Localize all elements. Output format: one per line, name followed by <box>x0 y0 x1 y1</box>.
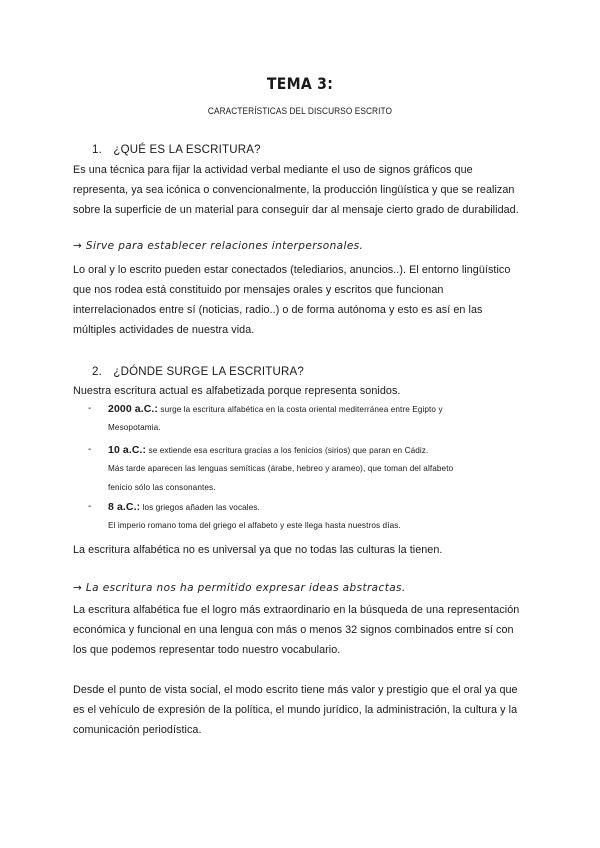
section-2-note: → La escritura nos ha permitido expresar ideas abstractas. <box>73 582 406 594</box>
section-2-number: 2. <box>92 366 102 378</box>
paragraph-line: Lo oral y lo escrito pueden estar conectados (telediarios, anuncios..). El entorno lingüístico <box>73 264 511 276</box>
bullet-text: fenicio sólo las consonantes. <box>108 483 216 492</box>
paragraph-line: Desde el punto de vista social, el modo escrito tiene más valor y prestigio que el oral ya que <box>73 684 518 696</box>
paragraph-line: económica y funcional en una lengua con más o menos 32 signos combinados entre sí con <box>73 624 514 636</box>
bullet-text: se extiende esa escritura gracias a los fenicios (sirios) que paran en Cádiz. <box>146 446 429 455</box>
section-2-title: ¿DÓNDE SURGE LA ESCRITURA? <box>113 366 304 378</box>
paragraph-line: múltiples actividades de nuestra vida. <box>73 324 255 336</box>
paragraph-line: es el vehículo de expresión de la política, el mundo jurídico, la administración, la cultura y la <box>73 704 518 716</box>
page-title: TEMA 3: <box>266 74 334 93</box>
paragraph-line: los que podemos representar todo nuestro vocabulario. <box>73 644 341 656</box>
paragraph-line: interrelacionados entre sí (noticias, radio..) o de forma autónoma y esto es así en las <box>73 304 483 316</box>
paragraph-line: sobre la superficie de un material para conseguir dar al mensaje cierto grado de durabilidad. <box>73 204 519 216</box>
section-1-number: 1. <box>92 144 102 156</box>
bullet-dash: - <box>88 444 92 455</box>
section-2-heading <box>92 366 304 378</box>
section-2-intro: Nuestra escritura actual es alfabetizada porque representa sonidos. <box>73 385 401 397</box>
section-2-paragraph-2 <box>73 680 533 740</box>
section-2-closing: La escritura alfabética no es universal ya que no todas las culturas la tienen. <box>73 544 443 556</box>
paragraph-line: Es una técnica para fijar la actividad verbal mediante el uso de signos gráficos que <box>73 164 473 176</box>
section-1-note: → Sirve para establecer relaciones interpersonales. <box>73 240 364 252</box>
bullet-text: Más tarde aparecen las lenguas semíticas (árabe, hebreo y arameo), que toman del alfabeto <box>108 464 454 473</box>
paragraph-line: La escritura alfabética fue el logro más extraordinario en la búsqueda de una representación <box>73 604 520 616</box>
section-1-paragraph-2 <box>73 260 533 340</box>
bullet-text: Mesopotamia. <box>108 423 161 432</box>
section-2-paragraph <box>73 600 533 660</box>
bullet-dash: - <box>88 403 92 414</box>
bullet-dash: - <box>88 501 92 512</box>
section-1-paragraph <box>73 160 533 220</box>
section-1-heading <box>92 144 261 156</box>
paragraph-line: comunicación periodística. <box>73 724 202 736</box>
date-label: 8 a.C.: <box>108 501 141 513</box>
bullet-text: los griegos añaden las vocales. <box>140 503 260 512</box>
date-label: 2000 a.C.: <box>108 403 159 415</box>
date-label: 10 a.C.: <box>108 444 147 456</box>
bullet-text: surge la escritura alfabética en la costa oriental mediterránea entre Egipto y <box>158 405 443 414</box>
section-1-title: ¿QUÉ ES LA ESCRITURA? <box>113 144 261 156</box>
paragraph-line: representa, ya sea icónica o convencionalmente, la producción lingüística y que se realizan <box>73 184 515 196</box>
page-subtitle: CARACTERÍSTICAS DEL DISCURSO ESCRITO <box>207 106 393 116</box>
paragraph-line: que nos rodea está constituido por mensajes orales y escritos que funcionan <box>73 284 444 296</box>
bullet-text: El imperio romano toma del griego el alfabeto y este llega hasta nuestros días. <box>108 521 401 530</box>
